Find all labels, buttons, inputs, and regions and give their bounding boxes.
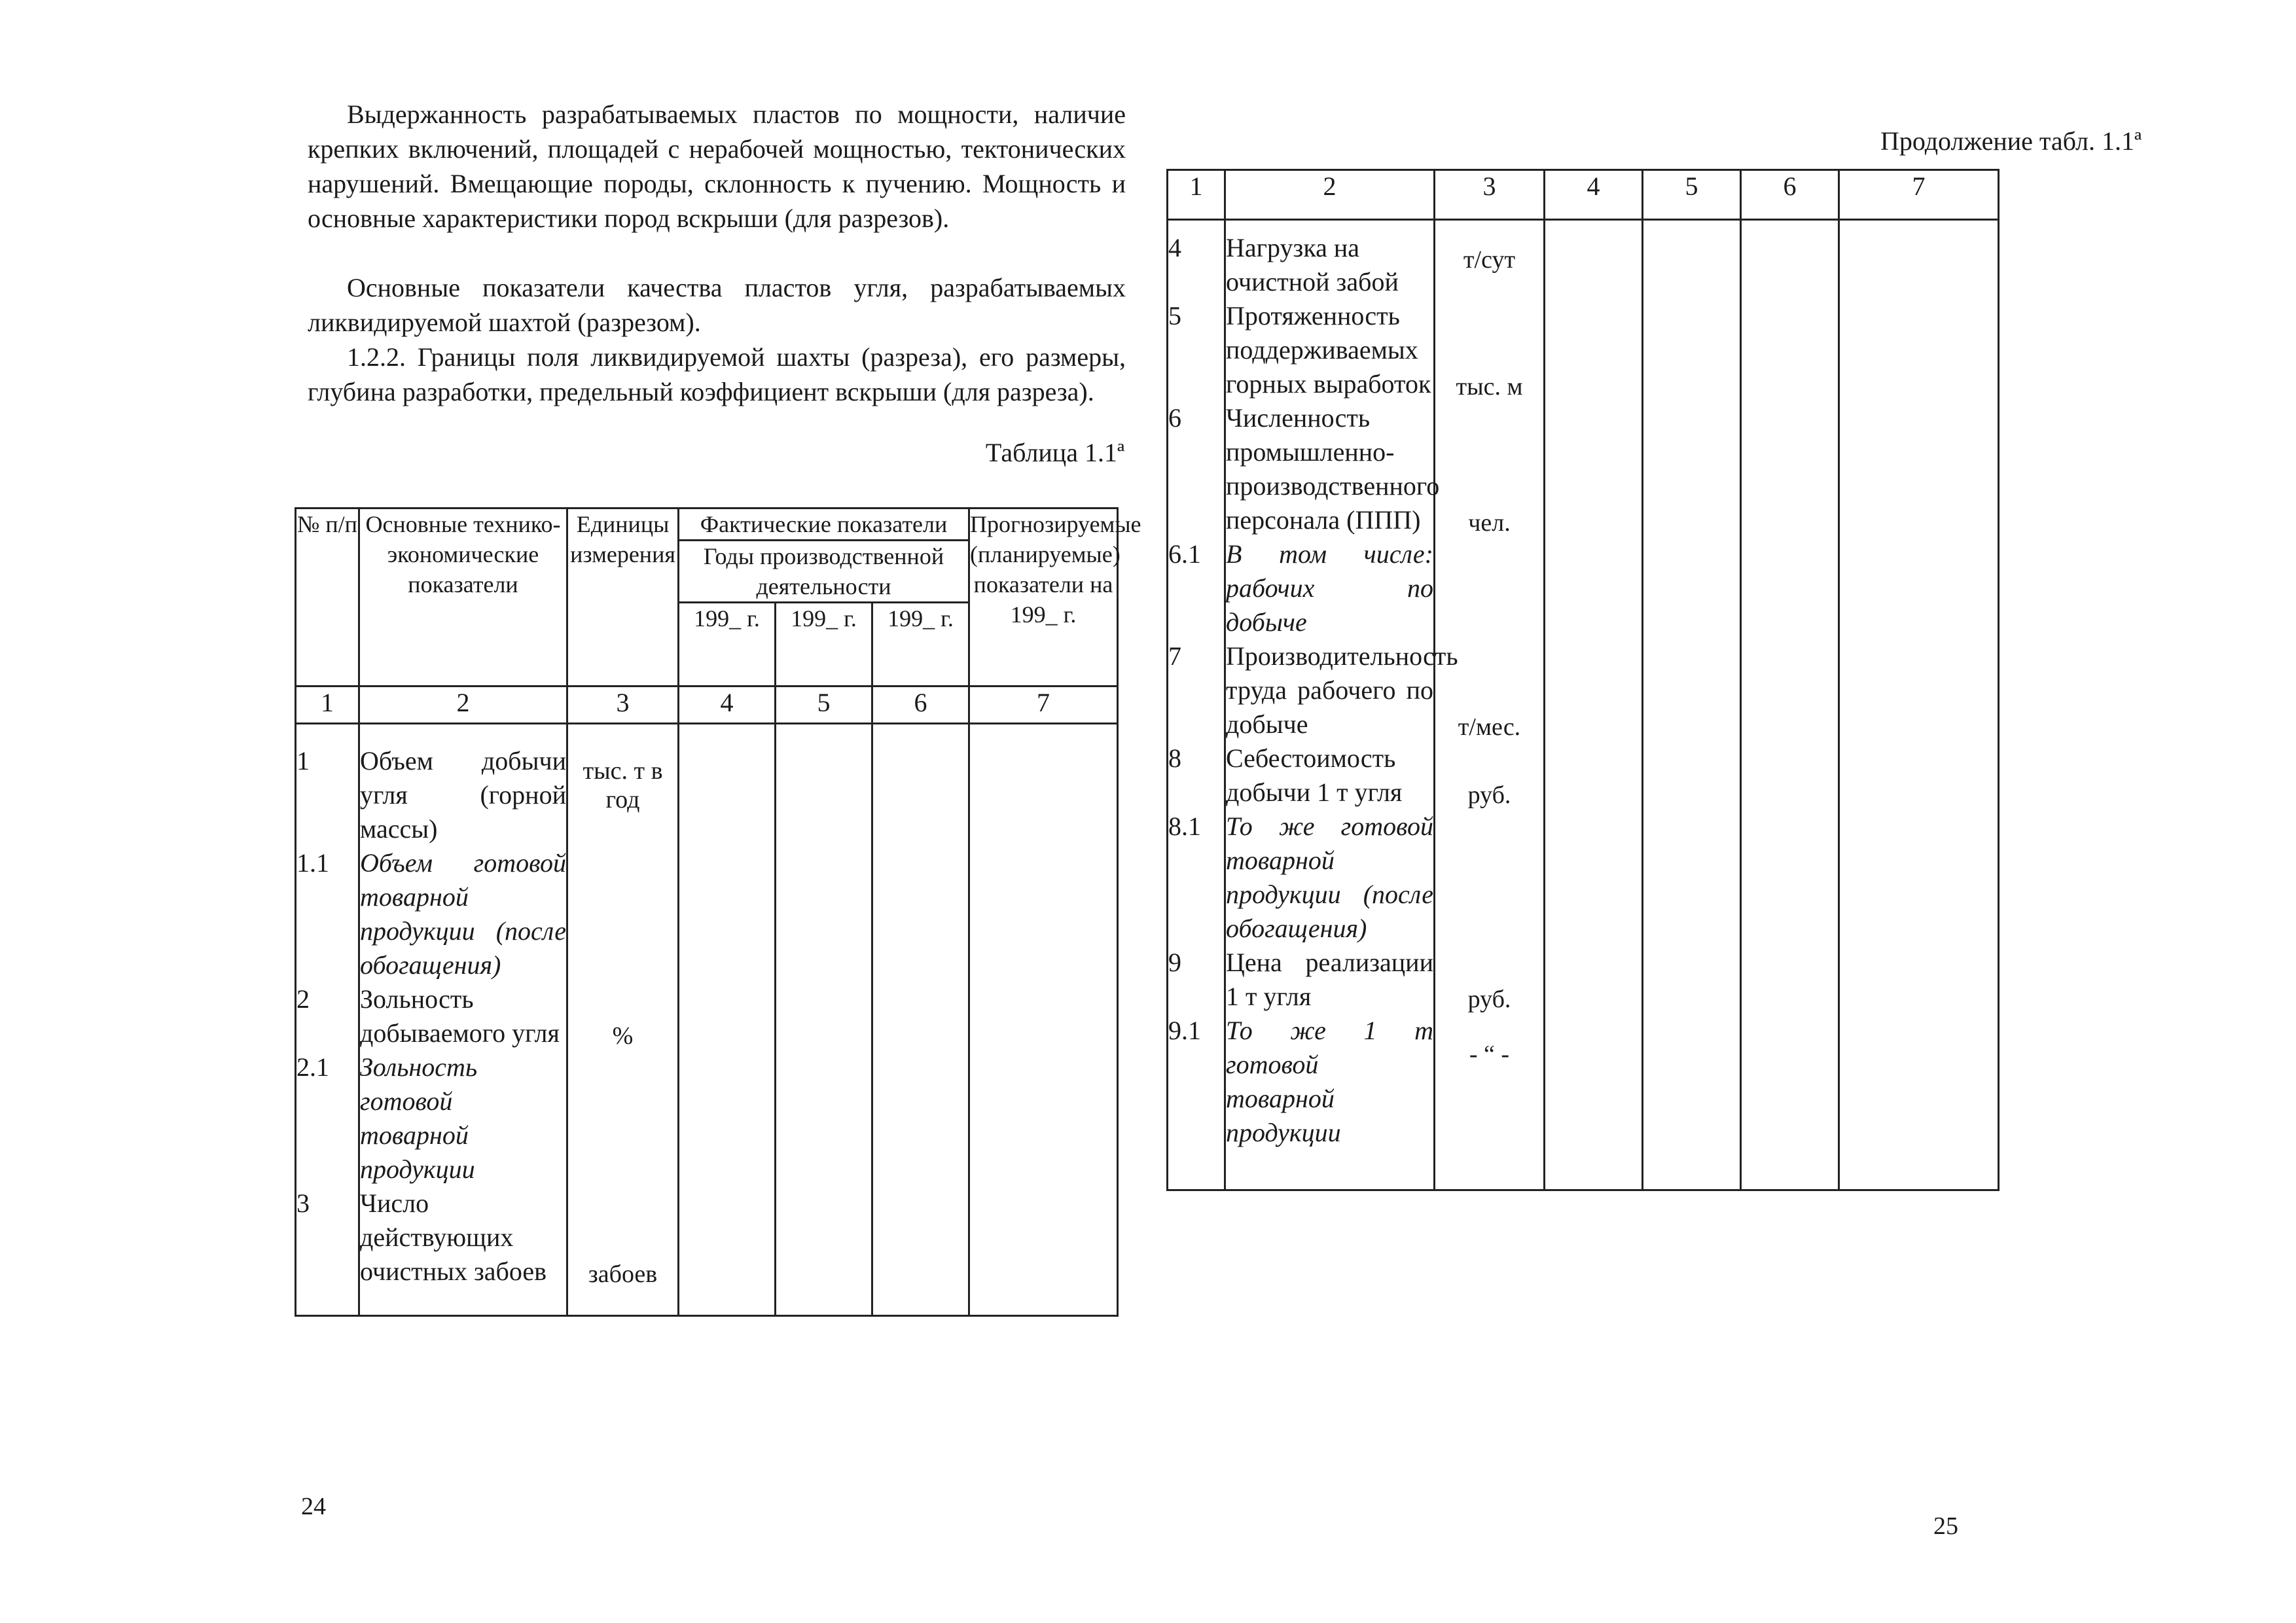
header-units: Единицы измерения: [567, 508, 679, 687]
header-forecast: Прогнозируемые (планируемые) показатели на 199_ г.: [969, 508, 1118, 687]
row-unit: т/мес.: [1435, 639, 1545, 741]
row-unit: [567, 846, 679, 982]
page-number: 25: [1933, 1512, 1958, 1540]
row-unit: [1435, 537, 1545, 639]
right-page: [1148, 0, 2296, 1623]
row-unit: [567, 1050, 679, 1186]
col-number: 7: [969, 687, 1118, 724]
table-row: [296, 1050, 1118, 1186]
row-indicator: То же 1 т готовой товарной продукции: [1225, 1014, 1435, 1150]
table-row: [1168, 401, 1999, 537]
table-row: [1168, 1014, 1999, 1150]
paragraph-1: Выдержанность разрабатываемых пластов по мощности, наличие крепких включений, площадей с нерабочей мощностью, тектонических нарушений. Вмещающие породы, склонность к пучению. Мощность и основные характеристики пород вскрыши (для разрезов).: [308, 99, 1126, 233]
col-number: 3: [1435, 170, 1545, 220]
header-year: 199_ г.: [872, 603, 969, 687]
table-caption: Продолжение табл. 1.1ª: [1880, 126, 2142, 156]
row-number: 7: [1168, 639, 1225, 741]
row-number: 1.1: [296, 846, 359, 982]
row-number: 6: [1168, 401, 1225, 537]
row-number: 4: [1168, 220, 1225, 300]
col-number: 6: [1741, 170, 1839, 220]
row-number: 3: [296, 1186, 359, 1316]
indicators-table-continued: [1166, 169, 2000, 1191]
row-unit: чел.: [1435, 401, 1545, 537]
table-row: [1168, 810, 1999, 946]
row-number: 9.1: [1168, 1014, 1225, 1150]
row-indicator: Объем готовой товарной продукции (после обогащения): [359, 846, 567, 982]
row-indicator: Цена реализации 1 т угля: [1225, 946, 1435, 1014]
col-number: 6: [872, 687, 969, 724]
header-year: 199_ г.: [679, 603, 776, 687]
table-row: [296, 982, 1118, 1050]
col-number: 4: [679, 687, 776, 724]
row-number: 8.1: [1168, 810, 1225, 946]
row-unit: руб.: [1435, 741, 1545, 810]
table-caption: Таблица 1.1ª: [985, 438, 1124, 467]
row-unit: руб.: [1435, 946, 1545, 1014]
row-indicator: Объем добычи угля (горной массы): [359, 724, 567, 847]
table-row: [1168, 299, 1999, 401]
row-unit: [1435, 810, 1545, 946]
header-actual: Фактические показатели: [679, 508, 969, 541]
header-years: Годы производственной деятельности: [679, 541, 969, 603]
row-number: 2: [296, 982, 359, 1050]
row-indicator: Производительность труда рабочего по добыче: [1225, 639, 1435, 741]
col-number: 5: [1643, 170, 1741, 220]
table-row: [296, 1186, 1118, 1316]
row-indicator: Численность промышленно-производственного персонала (ППП): [1225, 401, 1435, 537]
col-number: 4: [1545, 170, 1643, 220]
row-indicator: Протяженность поддерживаемых горных выработок: [1225, 299, 1435, 401]
row-indicator: Нагрузка на очистной забой: [1225, 220, 1435, 300]
header-indicators: Основные технико-экономические показатели: [359, 508, 567, 687]
table-row: [296, 846, 1118, 982]
row-indicator: Зольность добываемого угля: [359, 982, 567, 1050]
table-row: [1168, 639, 1999, 741]
table-row: [1168, 220, 1999, 300]
row-indicator: В том числе: рабочих по добыче: [1225, 537, 1435, 639]
header-no: № п/п: [296, 508, 359, 687]
row-indicator: Зольность готовой товарной продукции: [359, 1050, 567, 1186]
col-number: 1: [1168, 170, 1225, 220]
table-row: [1168, 537, 1999, 639]
indicators-table: [295, 507, 1141, 1317]
row-indicator: То же готовой товарной продукции (после обогащения): [1225, 810, 1435, 946]
paragraph-2: Основные показатели качества пластов угля, разрабатываемых ликвидируемой шахтой (разрезом).: [308, 273, 1126, 337]
col-number: 2: [1225, 170, 1435, 220]
row-number: 8: [1168, 741, 1225, 810]
row-number: 6.1: [1168, 537, 1225, 639]
row-number: 2.1: [296, 1050, 359, 1186]
col-number: 1: [296, 687, 359, 724]
table-row: [296, 724, 1118, 847]
row-number: 1: [296, 724, 359, 847]
row-indicator: Себестоимость добычи 1 т угля: [1225, 741, 1435, 810]
table-row: [1168, 946, 1999, 1014]
row-indicator: Число действующих очистных забоев: [359, 1186, 567, 1316]
row-unit: - “ -: [1435, 1014, 1545, 1150]
row-number: 9: [1168, 946, 1225, 1014]
col-number: 3: [567, 687, 679, 724]
row-unit: забоев: [567, 1186, 679, 1316]
col-number: 7: [1839, 170, 1999, 220]
row-unit: тыс. м: [1435, 299, 1545, 401]
row-number: 5: [1168, 299, 1225, 401]
paragraph-3: 1.2.2. Границы поля ликвидируемой шахты (разреза), его размеры, глубина разработки, предельный коэффициент вскрыши (для разреза).: [308, 342, 1126, 406]
row-unit: %: [567, 982, 679, 1050]
col-number: 2: [359, 687, 567, 724]
table-row: [1168, 741, 1999, 810]
row-unit: т/сут: [1435, 220, 1545, 300]
col-number: 5: [776, 687, 872, 724]
header-year: 199_ г.: [776, 603, 872, 687]
row-unit: тыс. т в год: [567, 724, 679, 847]
page-number: 24: [301, 1493, 326, 1520]
